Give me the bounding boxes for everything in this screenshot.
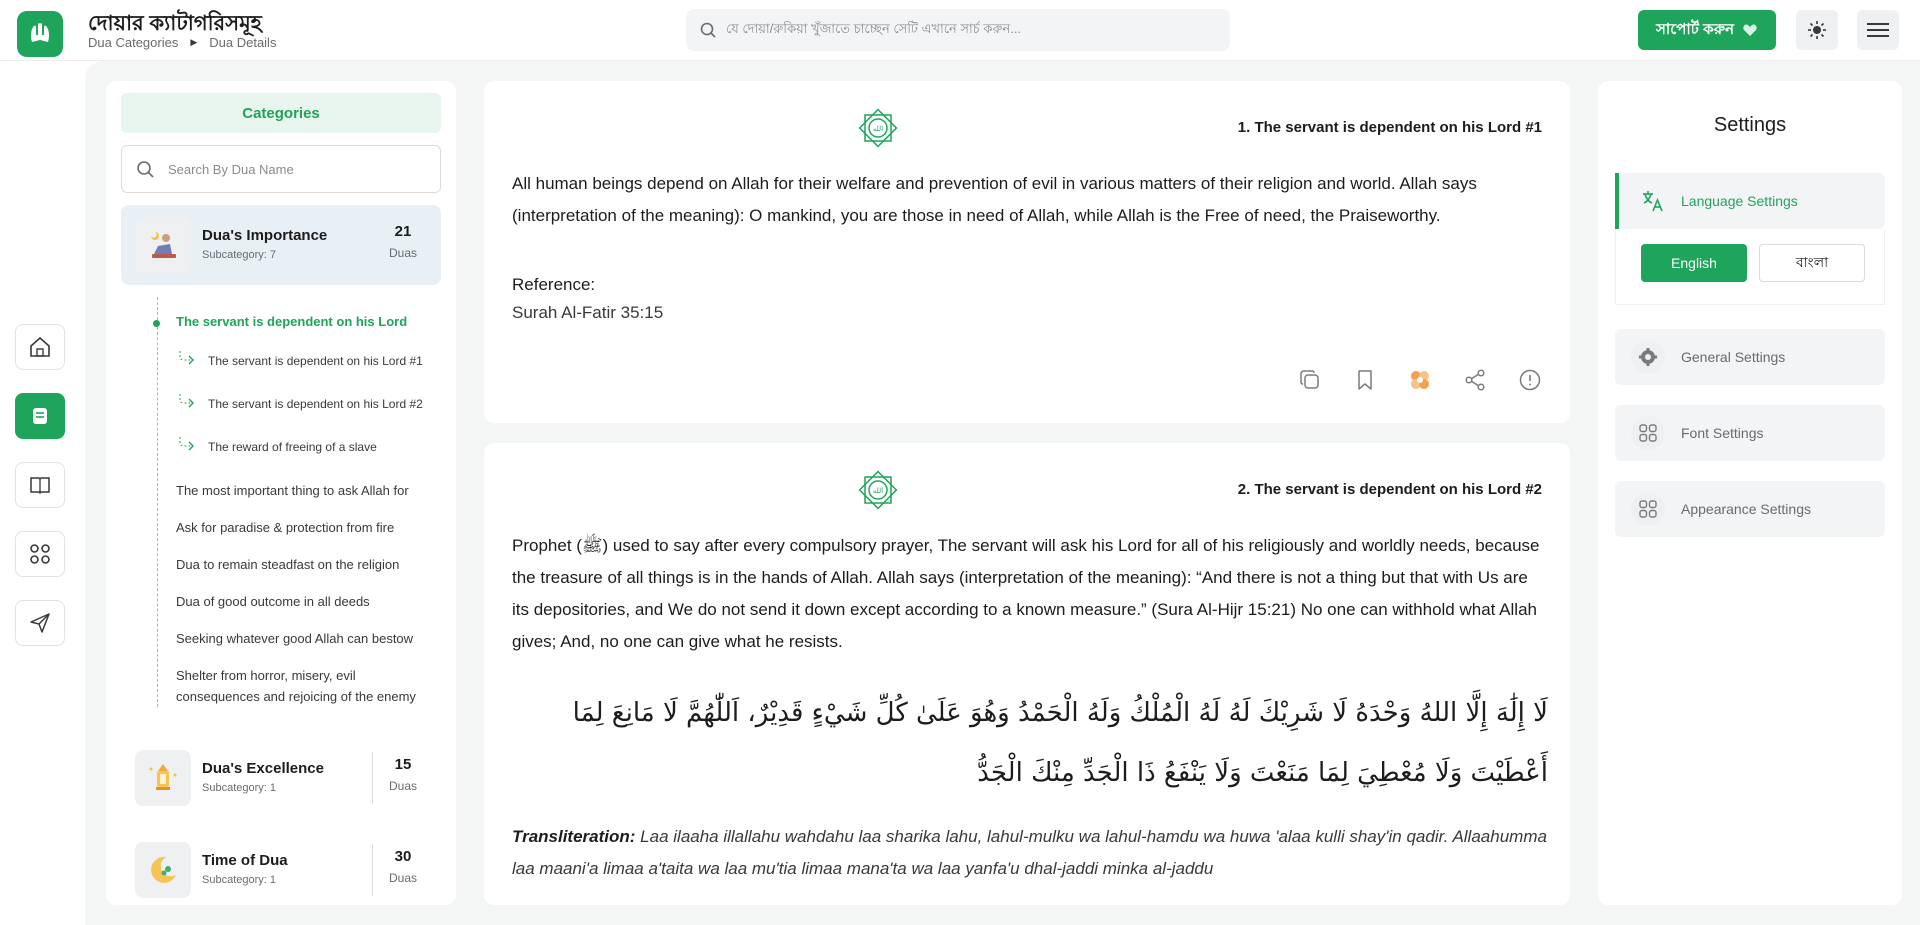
allah-badge-text: الله <box>872 125 884 133</box>
category-dua-count <box>379 848 427 885</box>
dua-translation: All human beings depend on Allah for their welfare and prevention of evil in various matters of their religion and world. Allah says (interpretation of the meaning): O mankind, you are those in need of Allah, while Allah is the Free of need, the Praiseworthy. <box>512 174 1477 225</box>
general-settings-label: General Settings <box>1681 349 1786 365</box>
subcategory-tree-line <box>157 297 158 707</box>
global-search-input[interactable] <box>686 9 1230 51</box>
category-card[interactable] <box>121 830 441 905</box>
subcategory-item[interactable]: Shelter from horror, misery, evil consequences and rejoicing of the enemy <box>176 668 416 704</box>
font-settings-label: Font Settings <box>1681 425 1764 441</box>
duas-icon <box>30 406 50 426</box>
bookmark-icon[interactable] <box>1353 368 1377 392</box>
appearance-settings-label: Appearance Settings <box>1681 501 1811 517</box>
category-search-input[interactable] <box>121 145 441 193</box>
dua-title: 2. The servant is dependent on his Lord #2 <box>1237 481 1542 498</box>
subcategory-item[interactable]: Seeking whatever good Allah can bestow <box>176 631 414 646</box>
subcategory-item[interactable]: Ask for paradise & protection from fire <box>176 520 395 535</box>
share-icon[interactable] <box>1463 368 1487 392</box>
category-name: Dua's Excellence <box>202 760 324 777</box>
subcategory-item-active[interactable]: The servant is dependent on his Lord <box>176 314 408 329</box>
breadcrumb-item-categories[interactable]: Dua Categories <box>88 35 179 50</box>
breadcrumb <box>88 35 276 50</box>
dua-translation: Prophet (ﷺ) used to say after every compulsory prayer, The servant will ask his Lord for all of his religiously and worldly needs, because the treasure of all things is in the hands of Allah. Allah says (interpretation of the meaning): “And there is not a thing but that with Us are its depositories, and We do not send it down except according to a known measure.” (Sura Al-Hijr 15:21) No one can withhold what Allah gives; And, no one can give what he resists. <box>512 536 1540 651</box>
gear-icon <box>1631 340 1665 374</box>
language-settings-item[interactable] <box>1615 173 1885 229</box>
dua-list-item[interactable]: The servant is dependent on his Lord #2 <box>208 397 423 411</box>
allah-badge-icon <box>856 106 900 150</box>
arrow-right-icon <box>178 394 202 410</box>
page-title: দোয়ার ক্যাটাগরিসমূহ <box>88 12 262 35</box>
nav-duas-button[interactable] <box>15 393 65 439</box>
subcategory-item[interactable]: Dua to remain steadfast on the religion <box>176 557 400 572</box>
category-subcount: Subcategory: 1 <box>202 874 276 886</box>
home-icon <box>28 335 52 359</box>
category-count-label: Duas <box>388 871 417 885</box>
dua-list-item[interactable]: The reward of freeing of a slave <box>208 440 377 454</box>
crescent-icon <box>135 842 191 898</box>
category-subcount: Subcategory: 7 <box>202 249 276 261</box>
grid-icon <box>1631 492 1665 526</box>
active-subcategory-dot <box>153 320 160 327</box>
category-dua-count <box>379 223 427 260</box>
language-english-button[interactable]: English <box>1641 244 1747 282</box>
memorize-icon[interactable] <box>1408 368 1432 392</box>
dua-card <box>484 443 1570 905</box>
menu-button[interactable] <box>1857 10 1899 50</box>
category-count-number: 30 <box>394 848 412 865</box>
global-search-placeholder: যে দোয়া/রুকিয়া খুঁজাতে চাচ্ছেন সেটি এখানে সার্চ করুন... <box>726 20 1022 36</box>
reference-value: Surah Al-Fatir 35:15 <box>512 303 664 322</box>
transliteration-text: Laa ilaaha illallahu wahdahu laa sharika lahu, lahul-mulku wa lahul-hamdu wa huwa 'alaa kulli shay'in qadir. Allaahumma laa maani'a limaa a'taita wa laa mu'tia limaa mana'ta wa laa yanfa'u dhal-jaddi minka al-jaddu <box>512 827 1547 878</box>
dua-list-item[interactable]: The servant is dependent on his Lord #1 <box>208 354 423 368</box>
dua-arabic-text: لَا إِلَٰهَ إِلَّا اللهُ وَحْدَهُ لَا شَرِيْكَ لَهُ لَهُ الْمُلْكُ وَلَهُ الْحَمْدُ وَهُوَ عَلَىٰ كُلِّ شَيْءٍ قَدِيْرٌ، اَللّٰهُمَّ لَا مَانِعَ لِمَا أَعْطَيْتَ وَلَا مُعْطِيَ لِمَا مَنَعْتَ وَلَا يَنْفَعُ ذَا الْجَدِّ مِنْكَ الْجَدُّ <box>572 698 1548 788</box>
praying-person-icon <box>135 217 191 273</box>
sun-icon <box>1808 21 1826 39</box>
language-bangla-button[interactable]: বাংলা <box>1759 244 1865 282</box>
send-icon <box>29 612 51 634</box>
category-divider <box>372 844 373 896</box>
nav-home-button[interactable] <box>15 324 65 370</box>
subcategory-item[interactable]: Dua of good outcome in all deeds <box>176 594 370 609</box>
category-search-placeholder: Search By Dua Name <box>168 161 294 177</box>
dua-transliteration <box>512 821 1548 885</box>
category-name: Time of Dua <box>202 852 288 869</box>
menu-icon <box>1867 22 1889 38</box>
support-button[interactable] <box>1638 10 1776 50</box>
arrow-right-icon <box>178 351 202 367</box>
top-header <box>0 0 1920 61</box>
search-icon <box>136 160 154 178</box>
category-dua-count <box>379 756 427 793</box>
dua-actions <box>1298 368 1542 392</box>
app-logo[interactable] <box>17 11 63 57</box>
breadcrumb-item-details[interactable]: Dua Details <box>209 35 277 50</box>
dua-card <box>484 81 1570 423</box>
book-icon <box>28 473 52 497</box>
search-icon <box>700 22 716 38</box>
language-settings-label: Language Settings <box>1681 193 1798 209</box>
arrow-right-icon <box>178 437 202 453</box>
category-card[interactable] <box>121 205 441 285</box>
praying-hands-icon <box>26 20 54 48</box>
font-settings-item[interactable] <box>1615 405 1885 461</box>
category-count-label: Duas <box>388 779 417 793</box>
lantern-icon <box>135 750 191 806</box>
general-settings-item[interactable] <box>1615 329 1885 385</box>
copy-icon[interactable] <box>1298 368 1322 392</box>
nav-books-button[interactable] <box>15 462 65 508</box>
nav-send-button[interactable] <box>15 600 65 646</box>
language-options <box>1615 229 1885 305</box>
report-icon[interactable] <box>1518 368 1542 392</box>
grid-icon <box>28 542 52 566</box>
support-button-label: সাপোর্ট করুন <box>1655 20 1735 38</box>
category-count-number: 21 <box>394 223 412 240</box>
transliteration-label: Transliteration: <box>512 827 636 846</box>
settings-panel <box>1598 81 1902 905</box>
nav-grid-button[interactable] <box>15 531 65 577</box>
category-divider <box>372 752 373 804</box>
settings-title: Settings <box>1713 114 1787 136</box>
reference-label: Reference: <box>512 275 596 294</box>
category-count-label: Duas <box>388 246 417 260</box>
appearance-settings-item[interactable] <box>1615 481 1885 537</box>
category-subcount: Subcategory: 1 <box>202 782 276 794</box>
theme-toggle-button[interactable] <box>1796 10 1838 50</box>
translate-icon <box>1641 189 1665 213</box>
allah-badge-icon <box>856 468 900 512</box>
category-name: Dua's Importance <box>202 227 328 244</box>
categories-panel <box>106 81 456 905</box>
breadcrumb-separator-icon: ▶ <box>190 37 198 47</box>
grid-icon <box>1631 416 1665 450</box>
dua-title: 1. The servant is dependent on his Lord #1 <box>1237 119 1542 136</box>
category-count-number: 15 <box>394 756 412 773</box>
subcategory-item[interactable]: The most important thing to ask Allah for <box>176 483 409 498</box>
allah-badge-text: الله <box>872 487 884 495</box>
categories-header: Categories <box>121 93 441 133</box>
heart-icon <box>1742 22 1758 38</box>
category-card[interactable] <box>121 738 441 818</box>
